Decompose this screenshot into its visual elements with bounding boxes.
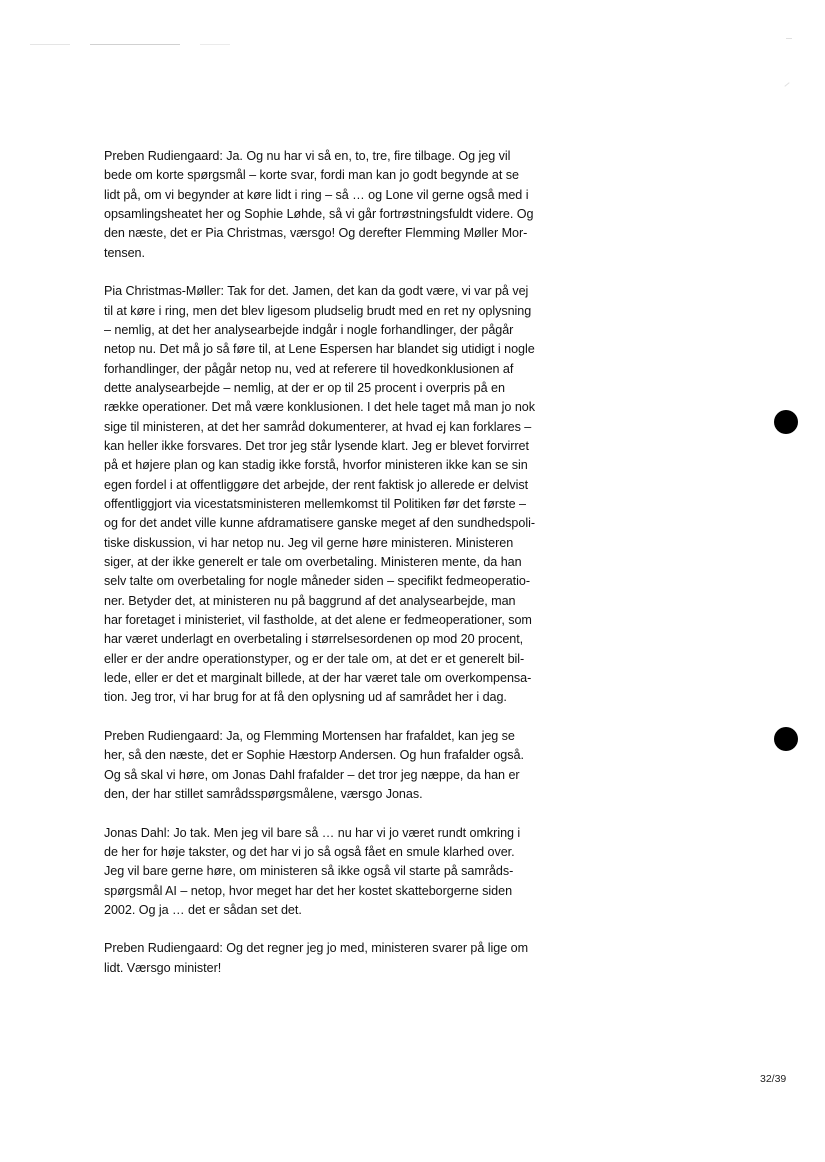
text-line: eller er der andre operationstyper, og er der tale om, at det er et generelt bil- (104, 651, 525, 666)
text-line: dette analysearbejde – nemlig, at der er op til 25 procent i overpris på en (104, 380, 505, 395)
text-line: Jeg vil bare gerne høre, om ministeren så ikke også vil starte på samråds- (104, 864, 514, 879)
text-line: tiske diskussion, vi har netop nu. Jeg vil gerne høre ministeren. Ministeren (104, 535, 514, 550)
text-line: på et højere plan og kan stadig ikke forstå, hvorfor ministeren ikke kan se sin (104, 458, 528, 473)
text-line: Pia Christmas-Møller: Tak for det. Jamen, det kan da godt være, vi var på vej (104, 284, 529, 299)
text-line: den, der har stillet samrådsspørgsmålene, værsgo Jonas. (104, 787, 423, 802)
text-line: række operationer. Det må være konklusionen. I det hele taget må man jo nok (104, 400, 535, 415)
text-line: lidt på, om vi begynder at køre lidt i ring – så … og Lone vil gerne også med i (104, 187, 529, 202)
text-line: til at køre i ring, men det blev ligesom pludselig brudt med en ret ny oplysning (104, 303, 532, 318)
paragraph-rudiengaard-2 (104, 727, 590, 804)
text-line: lede, eller er det et marginalt billede, at der har været tale om overkompensa- (104, 671, 532, 686)
text-line: tensen. (104, 245, 145, 260)
text-line: har været underlagt en overbetaling i størrelsesordenen op mod 20 procent, (104, 632, 524, 647)
text-line: offentliggjort via vicestatsministeren mellemkomst til Politiken før det første – (104, 497, 526, 512)
text-line: 2002. Og ja … det er sådan set det. (104, 902, 302, 917)
text-line: – nemlig, at det her analysearbejde indgår i nogle forhandlinger, der pågår (104, 322, 514, 337)
punch-hole (774, 727, 798, 751)
text-line: har foretaget i ministeriet, vil fastholde, at det alene er fedmeoperationer, som (104, 613, 532, 628)
text-line: her, så den næste, det er Sophie Hæstorp Andersen. Og hun frafalder også. (104, 748, 524, 763)
paragraph-rudiengaard-1 (104, 147, 590, 263)
text-line: egen fordel i at offentliggøre det arbejde, der rent faktisk jo allerede er delvist (104, 477, 529, 492)
text-line: Jonas Dahl: Jo tak. Men jeg vil bare så … nu har vi jo været rundt omkring i (104, 825, 521, 840)
text-line: Preben Rudiengaard: Og det regner jeg jo med, ministeren svarer på lige om (104, 941, 529, 956)
text-line: siger, at der ikke generelt er tale om overbetaling. Ministeren mente, da han (104, 555, 522, 570)
page-number: 32/39 (760, 1073, 787, 1085)
text-line: selv talte om overbetaling for nogle måneder siden – specifikt fedmeoperatio- (104, 574, 530, 589)
paragraph-rudiengaard-3 (104, 939, 590, 978)
paragraph-christmas-moller (104, 282, 590, 708)
text-line: bede om korte spørgsmål – korte svar, fordi man kan jo godt begynde at se (104, 168, 519, 183)
transcript-body (104, 147, 590, 997)
text-line: sige til ministeren, at det her samråd dokumenterer, at hvad ej kan forklares – (104, 419, 532, 434)
text-line: den næste, det er Pia Christmas, værsgo! Og derefter Flemming Møller Mor- (104, 226, 528, 241)
text-line: Preben Rudiengaard: Ja. Og nu har vi så en, to, tre, fire tilbage. Og jeg vil (104, 149, 511, 163)
text-line: forhandlinger, der pågår netop nu, ved at referere til hovedkonklusionen af (104, 361, 514, 376)
punch-hole (774, 410, 798, 434)
text-line: ner. Betyder det, at ministeren nu på baggrund af det analysearbejde, man (104, 593, 516, 608)
text-line: kan heller ikke forsvares. Det tror jeg står lysende klart. Jeg er blevet forvirret (104, 439, 529, 453)
text-line: tion. Jeg tror, vi har brug for at få den oplysning ud af samrådet her i dag. (104, 690, 507, 705)
scan-mark (786, 38, 792, 39)
scan-mark (784, 82, 789, 87)
paragraph-jonas-dahl (104, 824, 590, 921)
scan-header-artifact (30, 44, 230, 45)
text-line: de her for høje takster, og det har vi jo så også fået en smule klarhed over. (104, 844, 515, 859)
text-line: opsamlingsheatet her og Sophie Løhde, så vi går fortrøstningsfuldt videre. Og (104, 207, 534, 222)
text-line: spørgsmål AI – netop, hvor meget har det her kostet skatteborgerne siden (104, 883, 513, 898)
text-line: Preben Rudiengaard: Ja, og Flemming Mortensen har frafaldet, kan jeg se (104, 729, 515, 743)
text-line: netop nu. Det må jo så føre til, at Lene Espersen har blandet sig utidigt i nogle (104, 342, 535, 357)
text-line: og for det andet ville kunne afdramatisere ganske meget af den sundhedspoli- (104, 516, 535, 531)
text-line: Og så skal vi høre, om Jonas Dahl frafalder – det tror jeg næppe, da han er (104, 767, 520, 782)
text-line: lidt. Værsgo minister! (104, 960, 222, 975)
